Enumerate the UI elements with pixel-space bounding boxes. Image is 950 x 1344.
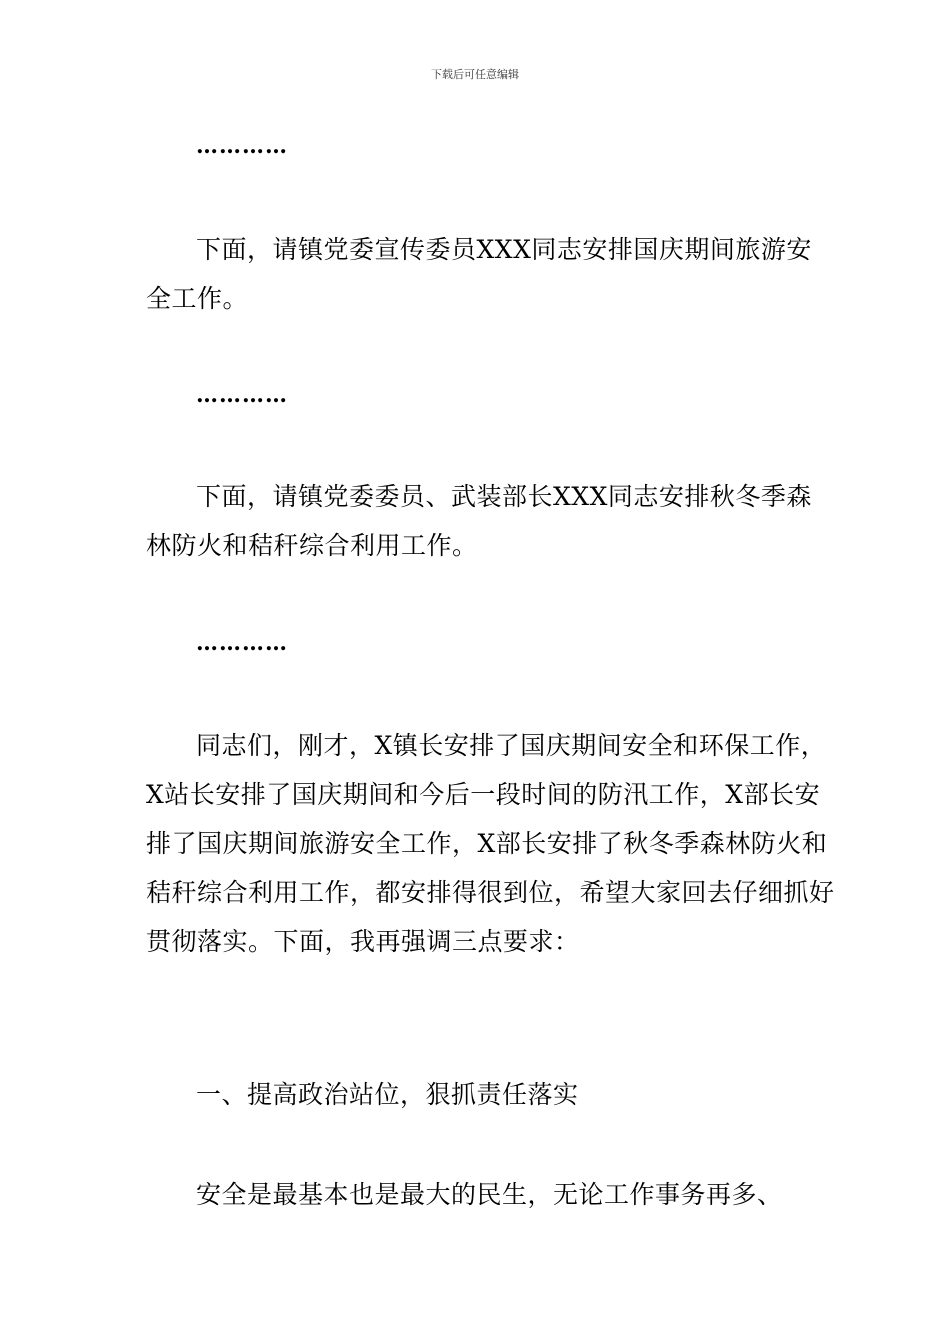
paragraph bbox=[146, 721, 836, 966]
paragraph bbox=[146, 1170, 836, 1219]
paragraph bbox=[146, 225, 836, 323]
paragraph-text: 下面，请镇党委委员、武装部长XXX同志安排秋冬季森林防火和秸秆综合利用工作。 bbox=[146, 482, 812, 560]
ellipsis-separator: ………… bbox=[196, 630, 288, 656]
section-heading-text: 一、提高政治站位，狠抓责任落实 bbox=[196, 1080, 579, 1109]
ellipsis-separator: ………… bbox=[196, 382, 288, 408]
paragraph-text: 安全是最基本也是最大的民生，无论工作事务再多、 bbox=[196, 1180, 783, 1209]
paragraph-text: 下面，请镇党委宣传委员XXX同志安排国庆期间旅游安全工作。 bbox=[146, 235, 812, 313]
ellipsis-separator: ………… bbox=[196, 133, 288, 159]
page-header: 下载后可任意编辑 bbox=[431, 68, 519, 81]
section-heading bbox=[146, 1070, 836, 1119]
paragraph-text: 同志们，刚才，X镇长安排了国庆期间安全和环保工作，X站长安排了国庆期间和今后一段时间的防汛工作，X部长安排了国庆期间旅游安全工作，X部长安排了秋冬季森林防火和秸秆综合利用工作，都安排得很到位，希望大家回去仔细抓好贯彻落实。下面，我再强调三点要求： bbox=[146, 731, 835, 956]
paragraph bbox=[146, 472, 836, 570]
